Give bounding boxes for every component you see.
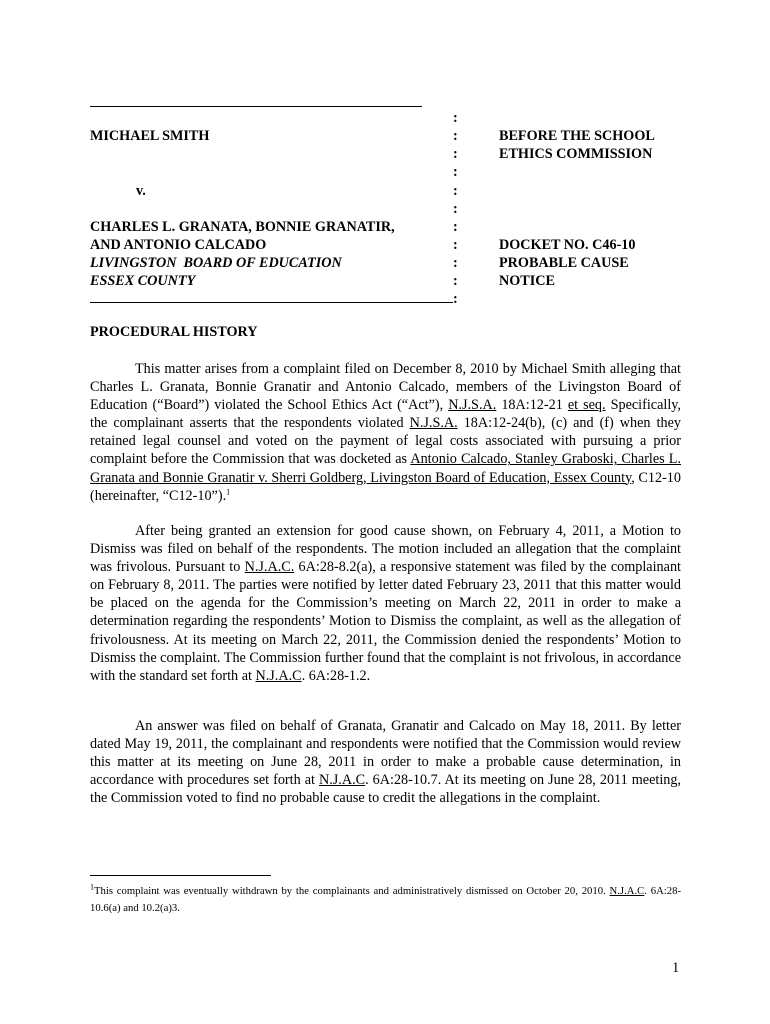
- colon-10: :: [453, 273, 458, 289]
- caption-versus: v.: [136, 183, 146, 199]
- colon-11: :: [453, 291, 458, 307]
- caption-bottom-rule: [90, 302, 453, 303]
- caption-forum-line1: BEFORE THE SCHOOL: [499, 128, 655, 144]
- colon-4: :: [453, 164, 458, 180]
- footnote-separator: [90, 875, 271, 876]
- page-number: 1: [672, 960, 680, 976]
- colon-7: :: [453, 219, 458, 235]
- caption-forum-line2: ETHICS COMMISSION: [499, 146, 653, 162]
- caption-notice-line1: PROBABLE CAUSE: [499, 255, 629, 271]
- citation-et-seq: et seq.: [567, 397, 606, 414]
- citation-njac: N.J.A.C.: [244, 559, 295, 576]
- colon-6: :: [453, 201, 458, 217]
- caption-plaintiff: MICHAEL SMITH: [90, 128, 210, 144]
- footnote-number: 1: [90, 882, 94, 892]
- caption-docket: DOCKET NO. C46-10: [499, 237, 636, 253]
- caption-defendants-line2: AND ANTONIO CALCADO: [90, 237, 267, 253]
- paragraph-1: This matter arises from a complaint filed on December 8, 2010 by Michael Smith alleging that Charles L. Granata, Bonnie Granatir and Antonio Calcado, members of the Livingston Board of Education (“Board”) violated the School Ethics Act (“Act”), N.J.S.A. 18A:12-21 et seq. Specifically, the complainant asserts that the respondents violated N.J.S.A. 18A:12-24(b), (c) and (f) when they retained legal counsel and voted on the payment of legal costs associated with pursuing a prior complaint before the Commission that was docketed as Antonio Calcado, Stanley Graboski, Charles L. Granata and Bonnie Granatir v. Sherri Goldberg, Livingston Board of Education, Essex County, C12-10 (hereinafter, “C12-10”).$^1$: [90, 361, 681, 504]
- caption-county: ESSEX COUNTY: [90, 273, 196, 289]
- citation-njac: N.J.A.C: [255, 667, 302, 684]
- paragraph-2: After being granted an extension for good cause shown, on February 4, 2011, a Motion to Dismiss was filed on behalf of the respondents. The motion included an allegation that the complaint was frivolous. Pursuant to N.J.A.C. 6A:28-8.2(a), a responsive statement was filed by the complainant on February 8, 2011. The parties were notified by letter dated February 23, 2011 that this matter would be placed on the agenda for the Commission’s meeting on March 22, 2011 in order to make a determination regarding the respondents’ Motion to Dismiss the complaint, as well as the allegation of frivolousness. At its meeting on March 22, 2011, the Commission denied the respondents’ Motion to Dismiss the complaint. The Commission further found that the complaint is not frivolous, in accordance with the standard set forth at N.J.A.C. 6A:28-1.2.: [90, 523, 681, 684]
- footnote-reference: 1: [226, 486, 231, 496]
- citation-njac: N.J.A.C: [318, 772, 366, 789]
- colon-1: :: [453, 110, 458, 126]
- citation-njsa: N.J.S.A.: [409, 415, 458, 432]
- caption-defendants-line1: CHARLES L. GRANATA, BONNIE GRANATIR,: [90, 219, 395, 235]
- caption-notice-line2: NOTICE: [499, 273, 555, 289]
- citation-njsa: N.J.S.A.: [448, 397, 497, 414]
- footnote: $^1$This complaint was eventually withdrawn by the complainants and administratively dismissed on October 20, 2010. N.J.A.C. 6A:28-10.6(a) and 10.2(a)3.: [90, 882, 682, 914]
- caption-board: LIVINGSTON BOARD OF EDUCATION: [90, 255, 342, 271]
- colon-2: :: [453, 128, 458, 144]
- section-heading: PROCEDURAL HISTORY: [90, 324, 258, 340]
- citation-njac: N.J.A.C: [609, 885, 645, 897]
- case-citation: Antonio Calcado, Stanley Graboski, Charles L. Granata and Bonnie Granatir v. Sherri Goldberg, Livingston Board of Education, Essex County: [90, 451, 681, 486]
- colon-8: :: [453, 237, 458, 253]
- colon-5: :: [453, 183, 458, 199]
- caption-top-rule: [90, 106, 422, 107]
- colon-9: :: [453, 255, 458, 271]
- paragraph-3: An answer was filed on behalf of Granata, Granatir and Calcado on May 18, 2011. By letter dated May 19, 2011, the complainant and respondents were notified that the Commission would review this matter at its meeting on June 28, 2011 in order to make a probable cause determination, in accordance with procedures set forth at N.J.A.C. 6A:28-10.7. At its meeting on June 28, 2011 meeting, the Commission voted to find no probable cause to credit the allegations in the complaint.: [90, 718, 681, 807]
- colon-3: :: [453, 146, 458, 162]
